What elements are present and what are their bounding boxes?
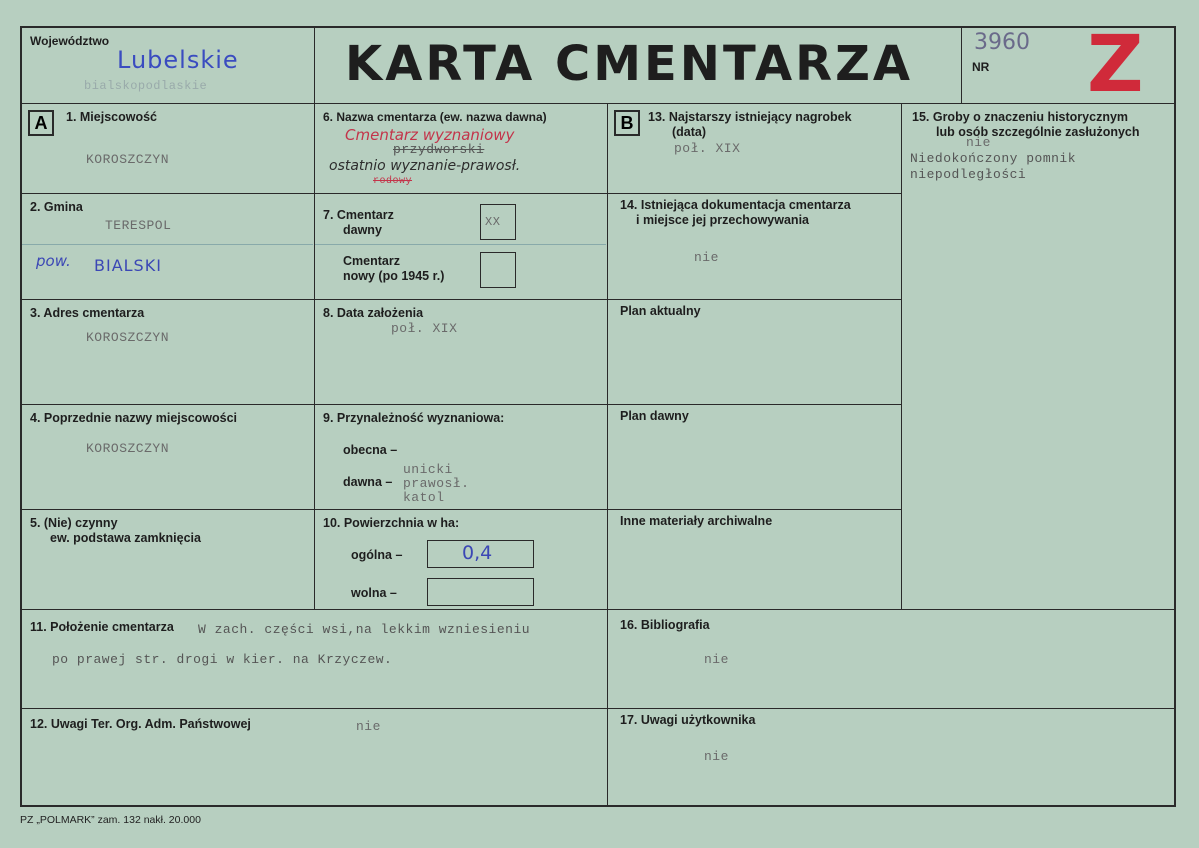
field-14-label: 14. Istniejąca dokumentacja cmentarza (620, 198, 851, 212)
field-15 (902, 104, 1174, 610)
field-13-value: poł. XIX (674, 141, 741, 156)
field-6-hand2: ostatnio wyznanie-prawosł. (329, 158, 521, 174)
field-15-label2: lub osób szczególnie zasłużonych (936, 125, 1140, 139)
total-area-value: 0,4 (462, 542, 493, 564)
field-5 (22, 510, 315, 610)
number-cell (962, 20, 1174, 110)
field-14 (608, 194, 902, 300)
new-cemetery-checkbox[interactable] (480, 252, 516, 288)
field-14-label2: i miejsce jej przechowywania (636, 213, 809, 227)
field-9-former-label: dawna – (343, 475, 393, 489)
field-2-pow-prefix: pow. (36, 252, 71, 270)
field-10 (315, 510, 608, 610)
field-8 (315, 300, 608, 405)
field-16 (608, 610, 1174, 709)
old-cemetery-checkbox[interactable] (480, 204, 516, 240)
field-12 (22, 709, 608, 805)
field-11-line2: po prawej str. drogi w kier. na Krzyczew. (52, 652, 393, 667)
title-cell (315, 28, 962, 104)
voivodeship-value: Lubelskie (117, 46, 239, 74)
field-7-label-new: Cmentarz (343, 254, 400, 268)
field-11 (22, 610, 608, 709)
field-12-value: nie (356, 719, 381, 734)
field-2-label: 2. Gmina (30, 200, 83, 214)
free-area-field[interactable] (427, 578, 534, 606)
field-2-pow-value: BIALSKI (94, 256, 162, 275)
field-4-value: KOROSZCZYN (86, 441, 170, 456)
form-grid (20, 20, 1176, 807)
field-9 (315, 405, 608, 510)
field-7-label-new2: nowy (po 1945 r.) (343, 269, 445, 283)
field-13-label: 13. Najstarszy istniejący nagrobek (648, 110, 852, 124)
field-7 (315, 194, 608, 300)
plan-former-cell (608, 405, 902, 510)
field-15-label: 15. Groby o znaczeniu historycznym (912, 110, 1129, 124)
field-3-value: KOROSZCZYN (86, 330, 170, 345)
plan-former-label: Plan dawny (620, 409, 689, 423)
field-12-label: 12. Uwagi Ter. Org. Adm. Państwowej (30, 717, 251, 731)
field-9-label: 9. Przynależność wyznaniowa: (323, 411, 505, 425)
field-13 (608, 104, 902, 194)
field-15-value2: Niedokończony pomnik (910, 151, 1077, 166)
field-2-divider (22, 244, 313, 245)
old-cemetery-mark: XX (485, 215, 501, 229)
field-6-label: 6. Nazwa cmentarza (ew. nazwa dawna) (323, 110, 547, 124)
field-17-value: nie (704, 749, 729, 764)
field-15-value3: niepodległości (910, 167, 1027, 182)
field-17-label: 17. Uwagi użytkownika (620, 713, 756, 727)
field-4 (22, 405, 315, 510)
field-10-free-label: wolna – (351, 586, 397, 600)
field-6-hand1: Cmentarz wyznaniowy (345, 126, 515, 144)
field-13-label2: (data) (672, 125, 707, 139)
field-6-typed-struck: przydworski (393, 142, 485, 157)
field-1-value: KOROSZCZYN (86, 152, 170, 167)
voivodeship-cell (22, 28, 315, 104)
section-b-marker: B (614, 110, 640, 136)
field-16-value: nie (704, 652, 729, 667)
other-materials-cell (608, 510, 902, 610)
field-10-label: 10. Powierzchnia w ha: (323, 516, 460, 530)
field-8-value: poł. XIX (391, 321, 458, 336)
field-4-label: 4. Poprzednie nazwy miejscowości (30, 411, 238, 425)
field-7-label-old: 7. Cmentarz (323, 208, 394, 222)
voivodeship-sub: bialskopodlaskie (84, 79, 208, 93)
field-5-label2: ew. podstawa zamknięcia (50, 531, 201, 545)
plan-current-label: Plan aktualny (620, 304, 701, 318)
field-7-label-old2: dawny (343, 223, 382, 237)
field-16-label: 16. Bibliografia (620, 618, 710, 632)
field-8-label: 8. Data założenia (323, 306, 424, 320)
field-5-label: 5. (Nie) czynny (30, 516, 118, 530)
field-1 (22, 104, 315, 194)
plan-current-cell (608, 300, 902, 405)
field-11-label: 11. Położenie cmentarza (30, 620, 174, 634)
field-6-hand-struck: rodowy (373, 176, 413, 187)
field-14-value: nie (694, 250, 719, 265)
field-9-former-values: unicki prawosł. katol (403, 463, 470, 505)
section-a-marker: A (28, 110, 54, 136)
field-17 (608, 709, 1174, 805)
other-materials-label: Inne materiały archiwalne (620, 514, 773, 528)
field-9-current-label: obecna – (343, 443, 398, 457)
number-value: 3960 (974, 30, 1030, 55)
field-11-line1: W zach. części wsi,na lekkim wzniesieniu (198, 622, 531, 637)
field-6 (315, 104, 608, 194)
field-3-label: 3. Adres cmentarza (30, 306, 145, 320)
printer-footer: PZ „POLMARK” zam. 132 nakł. 20.000 (20, 814, 201, 826)
field-7-divider (315, 244, 606, 245)
field-15-value1: nie (966, 135, 991, 150)
number-label: NR (972, 60, 990, 74)
field-3 (22, 300, 315, 405)
field-10-total-label: ogólna – (351, 548, 403, 562)
voivodeship-label: Województwo (30, 34, 110, 48)
field-1-label: 1. Miejscowość (66, 110, 158, 124)
total-area-field[interactable] (427, 540, 534, 568)
card-title: KARTA CMENTARZA (345, 36, 914, 92)
category-letter: Z (1087, 20, 1144, 110)
field-2-value: TERESPOL (105, 218, 172, 233)
field-2 (22, 194, 315, 300)
